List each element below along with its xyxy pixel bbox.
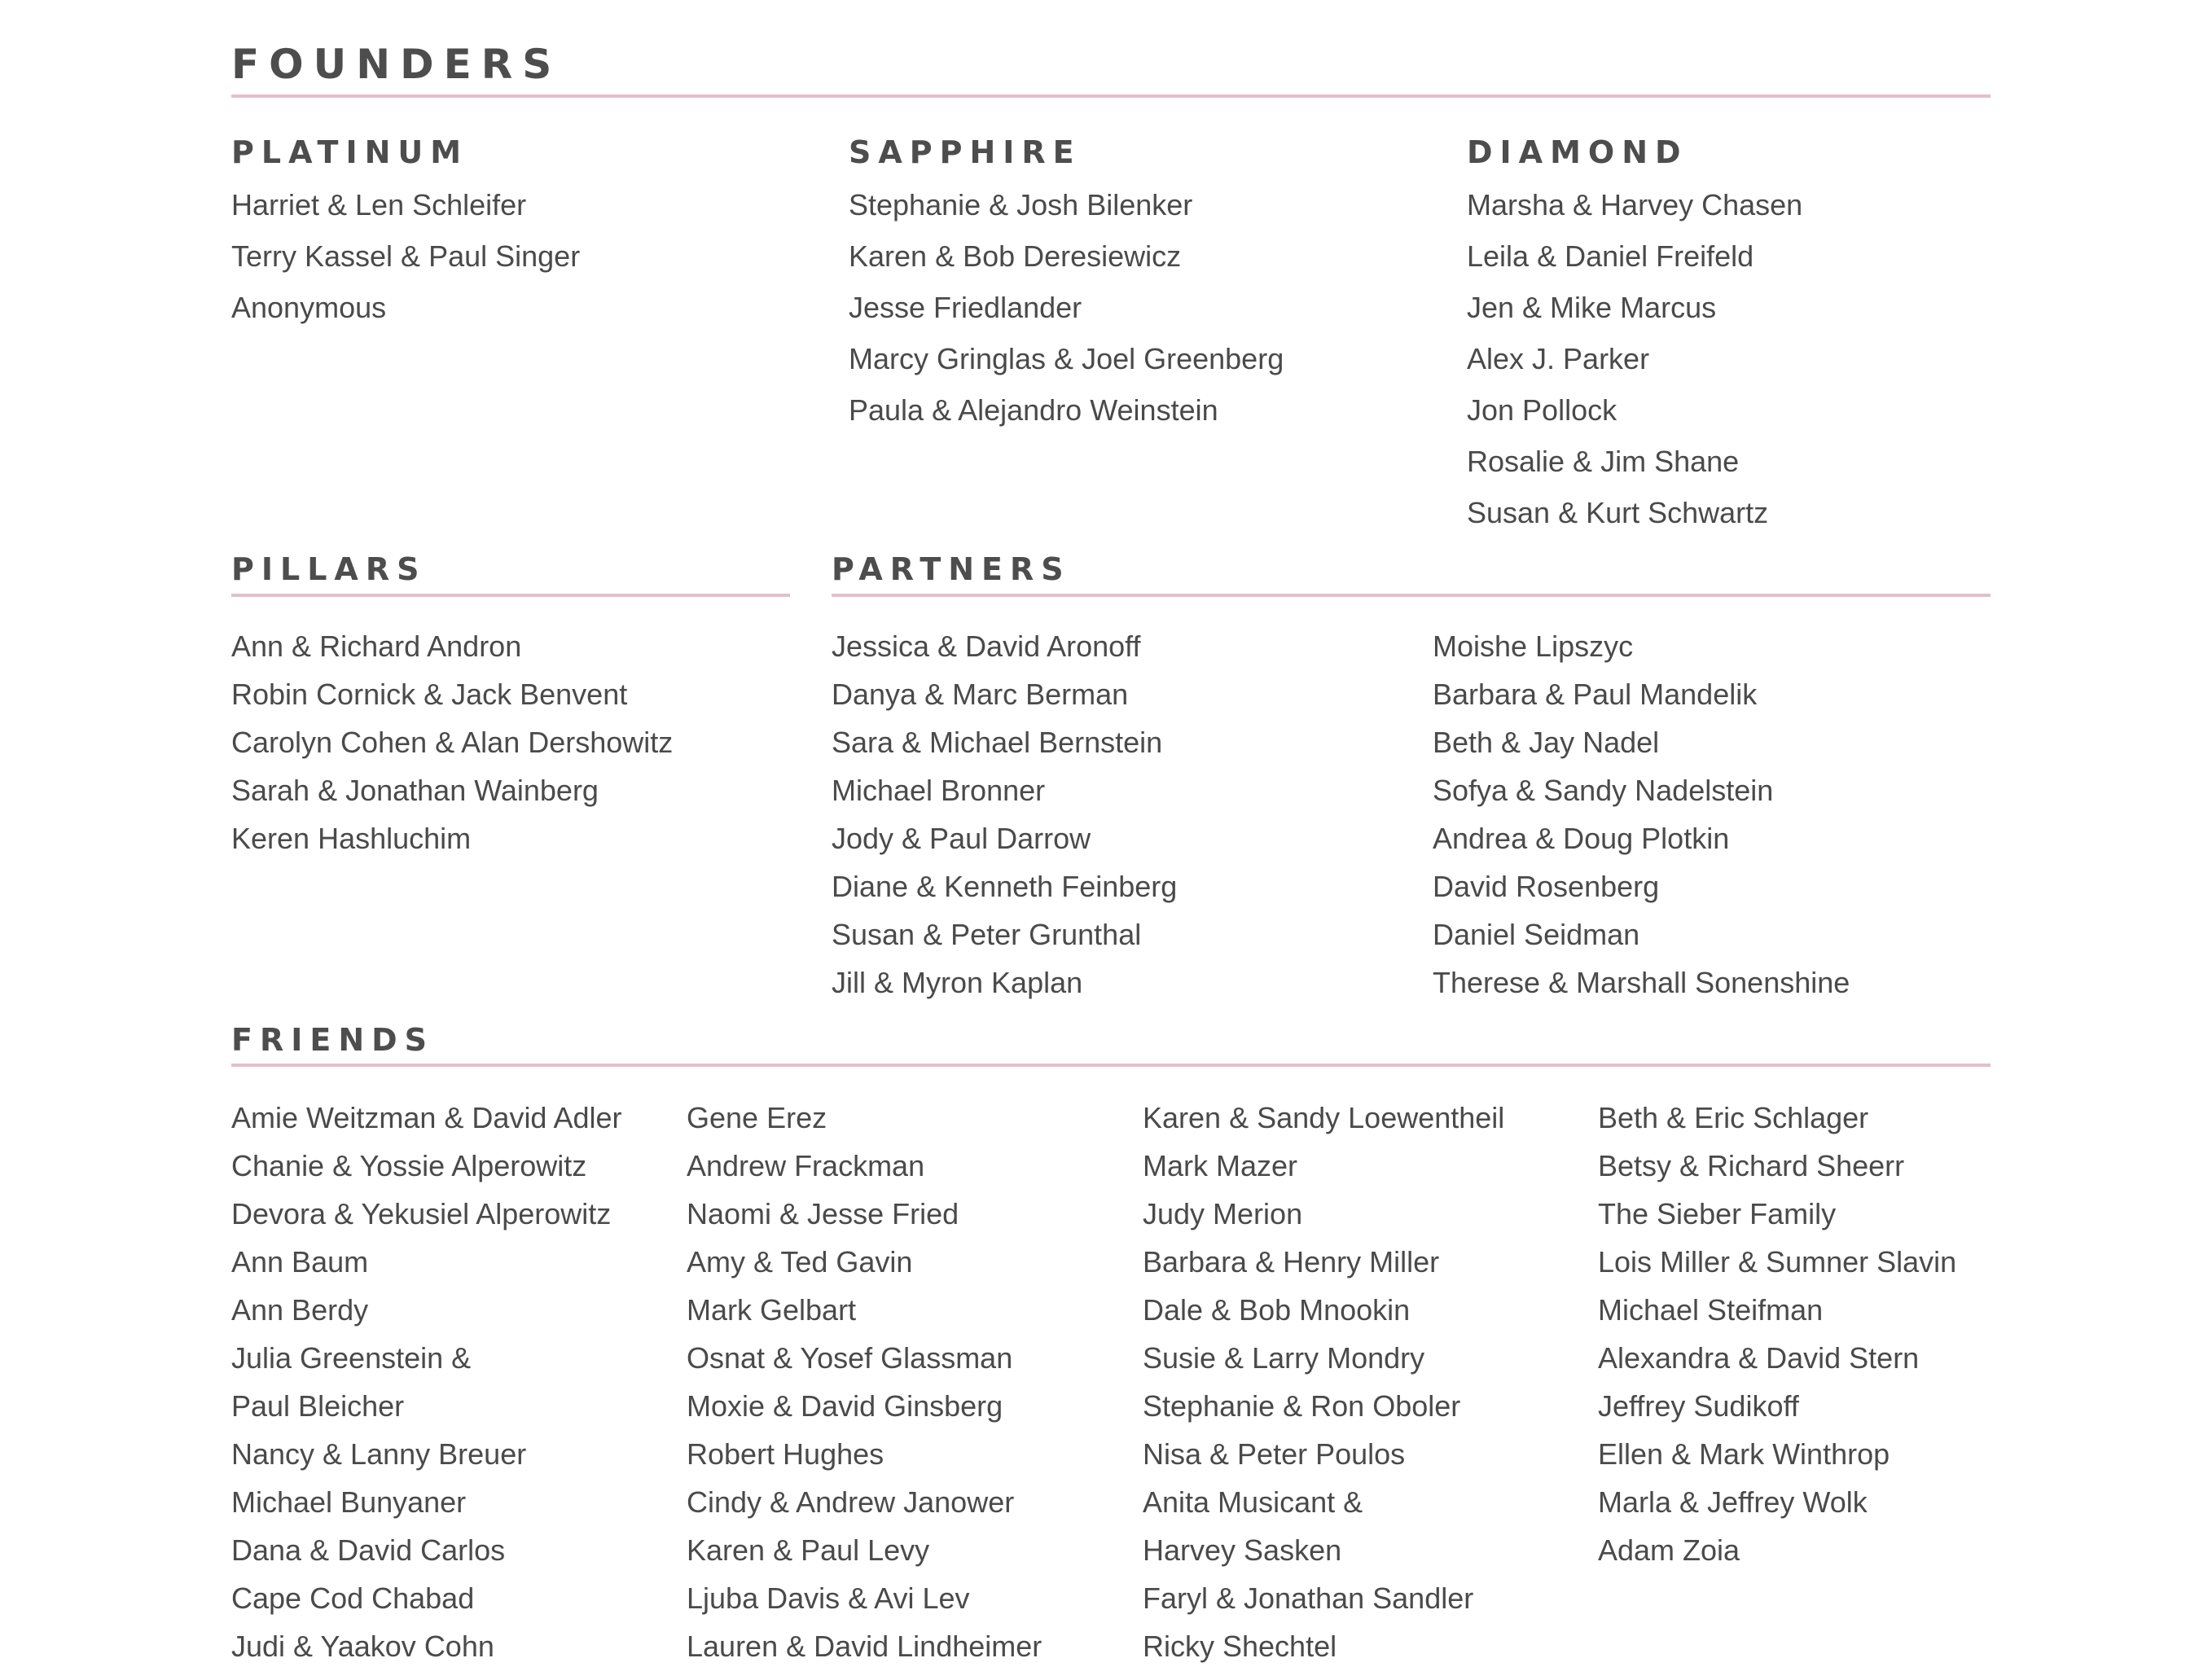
donor-name: Alexandra & David Stern xyxy=(1598,1341,1920,1375)
donor-name: The Sieber Family xyxy=(1598,1197,1837,1230)
donor-name: Jody & Paul Darrow xyxy=(832,822,1091,855)
donor-name: Alex J. Parker xyxy=(1467,342,1650,375)
friends-list-col4 xyxy=(1598,1094,1956,1574)
donor-name: Marcy Gringlas & Joel Greenberg xyxy=(849,342,1284,375)
donor-name: Judy Merion xyxy=(1143,1197,1303,1230)
donor-name: Jon Pollock xyxy=(1467,393,1617,427)
donor-name: Ann Berdy xyxy=(231,1293,369,1327)
donor-name: Stephanie & Josh Bilenker xyxy=(849,188,1193,222)
donor-name: Cindy & Andrew Janower xyxy=(687,1485,1015,1519)
pillars-heading: PILLARS xyxy=(231,551,427,587)
donor-name: Ljuba Davis & Avi Lev xyxy=(687,1581,970,1615)
friends-list-col3 xyxy=(1143,1094,1504,1670)
donor-name: Robert Hughes xyxy=(687,1437,884,1471)
donor-name: Ellen & Mark Winthrop xyxy=(1598,1437,1890,1471)
donor-name: Moxie & David Ginsberg xyxy=(687,1389,1003,1423)
donor-name: Barbara & Henry Miller xyxy=(1143,1245,1440,1279)
donor-name: Karen & Sandy Loewentheil xyxy=(1143,1101,1505,1134)
donor-name: Ann Baum xyxy=(231,1245,369,1279)
donor-name: Naomi & Jesse Fried xyxy=(687,1197,959,1230)
donor-name: Jesse Friedlander xyxy=(849,291,1082,324)
donor-name: Moishe Lipszyc xyxy=(1433,629,1634,663)
donor-name: Terry Kassel & Paul Singer xyxy=(231,239,581,273)
donor-name: Gene Erez xyxy=(687,1101,827,1134)
donor-name: Sara & Michael Bernstein xyxy=(832,726,1163,759)
diamond-heading: DIAMOND xyxy=(1467,134,1688,170)
donor-name: Therese & Marshall Sonenshine xyxy=(1433,966,1850,999)
partners-list-col1 xyxy=(832,622,1177,1007)
donor-name: Devora & Yekusiel Alperowitz xyxy=(231,1197,612,1230)
donor-name: Cape Cod Chabad xyxy=(231,1581,475,1615)
pillars-divider xyxy=(231,594,790,597)
partners-divider xyxy=(832,594,1991,597)
donor-name: David Rosenberg xyxy=(1433,870,1660,903)
sapphire-heading: SAPPHIRE xyxy=(849,134,1082,170)
donor-name: Paula & Alejandro Weinstein xyxy=(849,393,1218,427)
donor-name: Adam Zoia xyxy=(1598,1533,1740,1567)
donor-name: Beth & Jay Nadel xyxy=(1433,726,1660,759)
donor-name: Amie Weitzman & David Adler xyxy=(231,1101,622,1134)
donor-name: Susan & Peter Grunthal xyxy=(832,918,1142,951)
donor-name: Julia Greenstein & xyxy=(231,1341,472,1375)
friends-divider xyxy=(231,1064,1991,1067)
friends-list-col1 xyxy=(231,1094,622,1670)
donor-name: Lois Miller & Sumner Slavin xyxy=(1598,1245,1957,1279)
donor-name: Michael Bronner xyxy=(832,774,1046,807)
donor-name: Jill & Myron Kaplan xyxy=(832,966,1083,999)
donor-name: Barbara & Paul Mandelik xyxy=(1433,678,1758,711)
donor-name: Anita Musicant & xyxy=(1143,1485,1363,1519)
donor-name: Ricky Shechtel xyxy=(1143,1630,1337,1663)
donor-name: Karen & Paul Levy xyxy=(687,1533,930,1567)
founders-heading: FOUNDERS xyxy=(231,41,562,88)
donor-name: Faryl & Jonathan Sandler xyxy=(1143,1581,1474,1615)
donor-name: Osnat & Yosef Glassman xyxy=(687,1341,1013,1375)
donor-name: Daniel Seidman xyxy=(1433,918,1640,951)
partners-heading: PARTNERS xyxy=(832,551,1071,587)
donor-name: Keren Hashluchim xyxy=(231,822,472,855)
donor-name: Diane & Kenneth Feinberg xyxy=(832,870,1178,903)
donor-name: Anonymous xyxy=(231,291,387,324)
friends-heading: FRIENDS xyxy=(231,1022,435,1058)
donor-name: Nisa & Peter Poulos xyxy=(1143,1437,1406,1471)
donor-name: Michael Steifman xyxy=(1598,1293,1824,1327)
donor-name: Jen & Mike Marcus xyxy=(1467,291,1717,324)
donor-name: Dana & David Carlos xyxy=(231,1533,506,1567)
donor-name: Dale & Bob Mnookin xyxy=(1143,1293,1411,1327)
donor-name: Andrew Frackman xyxy=(687,1149,925,1182)
founders-divider xyxy=(231,94,1991,98)
donor-name: Leila & Daniel Freifeld xyxy=(1467,239,1754,273)
donor-name: Mark Gelbart xyxy=(687,1293,857,1327)
donor-name: Harriet & Len Schleifer xyxy=(231,188,527,222)
friends-list-col2 xyxy=(687,1094,1042,1670)
platinum-list xyxy=(231,179,580,333)
donor-name: Rosalie & Jim Shane xyxy=(1467,445,1740,478)
donor-name: Andrea & Doug Plotkin xyxy=(1433,822,1730,855)
sapphire-list xyxy=(849,179,1284,436)
donor-name: Ann & Richard Andron xyxy=(231,629,522,663)
donor-name: Jessica & David Aronoff xyxy=(832,629,1141,663)
donor-name: Marsha & Harvey Chasen xyxy=(1467,188,1803,222)
platinum-heading: PLATINUM xyxy=(231,134,469,170)
pillars-list xyxy=(231,622,673,862)
donor-name: Sofya & Sandy Nadelstein xyxy=(1433,774,1774,807)
donor-name: Marla & Jeffrey Wolk xyxy=(1598,1485,1868,1519)
diamond-list xyxy=(1467,179,1802,538)
donor-name: Susan & Kurt Schwartz xyxy=(1467,496,1769,529)
donor-name: Michael Bunyaner xyxy=(231,1485,467,1519)
donor-name: Judi & Yaakov Cohn xyxy=(231,1630,494,1663)
partners-list-col2 xyxy=(1433,622,1850,1007)
donor-name: Robin Cornick & Jack Benvent xyxy=(231,678,628,711)
donor-name: Beth & Eric Schlager xyxy=(1598,1101,1869,1134)
donor-name: Amy & Ted Gavin xyxy=(687,1245,913,1279)
donor-name: Danya & Marc Berman xyxy=(832,678,1129,711)
donor-name: Chanie & Yossie Alperowitz xyxy=(231,1149,587,1182)
donor-name: Stephanie & Ron Oboler xyxy=(1143,1389,1461,1423)
donor-name: Mark Mazer xyxy=(1143,1149,1298,1182)
donor-name: Sarah & Jonathan Wainberg xyxy=(231,774,599,807)
donor-name: Karen & Bob Deresiewicz xyxy=(849,239,1182,273)
donor-name: Carolyn Cohen & Alan Dershowitz xyxy=(231,726,674,759)
donor-name: Betsy & Richard Sheerr xyxy=(1598,1149,1905,1182)
donor-name: Susie & Larry Mondry xyxy=(1143,1341,1425,1375)
donor-name: Lauren & David Lindheimer xyxy=(687,1630,1042,1663)
donor-name: Harvey Sasken xyxy=(1143,1533,1342,1567)
donor-name: Jeffrey Sudikoff xyxy=(1598,1389,1799,1423)
donor-name: Nancy & Lanny Breuer xyxy=(231,1437,527,1471)
donor-name: Paul Bleicher xyxy=(231,1389,405,1423)
